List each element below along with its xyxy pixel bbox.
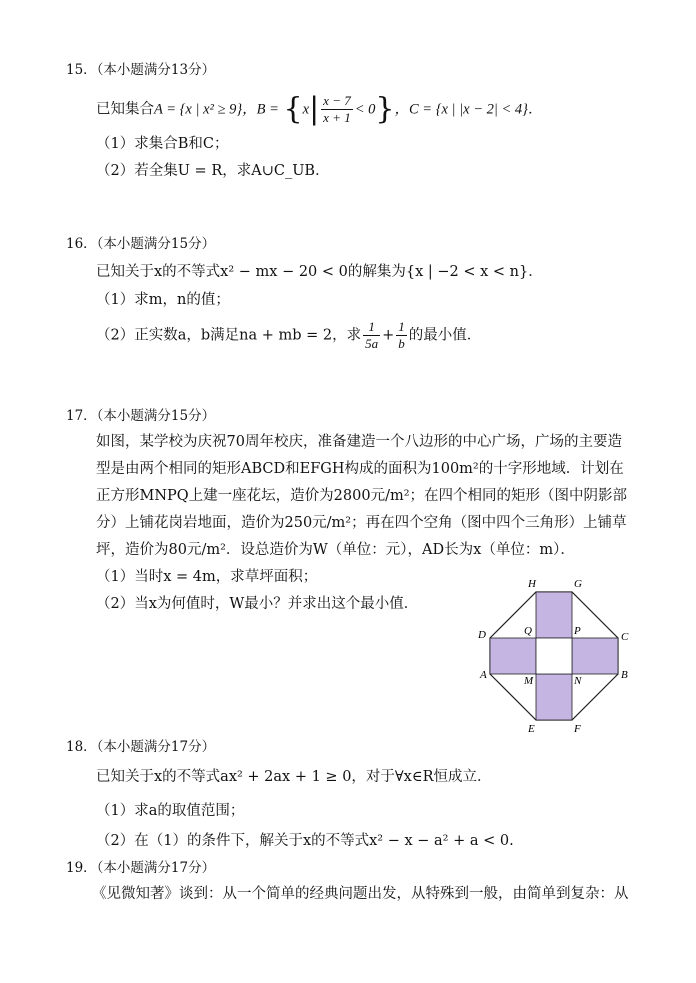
q18-stem: 已知关于x的不等式ax² + 2ax + 1 ≥ 0，对于∀x∈R恒成立． (96, 769, 492, 785)
q15-part-1: （1）求集合B和C； (96, 136, 229, 152)
q19-line-1: 《见微知著》谈到：从一个简单的经典问题出发，从特殊到一般，由简单到复杂：从 (92, 886, 629, 902)
shaded-rect-left (490, 638, 536, 674)
q17-line-4: 分）上铺花岗岩地面，造价为250元/m²；再在四个空角（图中四个三角形）上铺草 (96, 515, 627, 531)
q17-part-1: （1）当时x = 4m，求草坪面积； (96, 569, 318, 585)
q15-header: 15．（本小题满分13分） (66, 62, 216, 78)
q17-line-1: 如图，某学校为庆祝70周年校庆，准备建造一个八边形的中心广场，广场的主要造 (96, 434, 622, 450)
q16-plus: + (382, 327, 395, 344)
square-mnpq (536, 638, 572, 674)
q17-header: 17．（本小题满分15分） (66, 408, 216, 424)
q16-part-2-prefix: （2）正实数a，b满足na + mb = 2，求 (96, 327, 362, 344)
label-n: N (574, 675, 582, 687)
q15-set-b-rel: < 0 (354, 101, 376, 118)
q16-f1-den: 5a (365, 336, 379, 351)
label-c: C (621, 631, 629, 643)
label-m: M (524, 675, 534, 687)
q15-stem-prefix: 已知集合 (96, 101, 154, 118)
label-h: H (528, 578, 536, 590)
label-a: A (480, 669, 487, 681)
q15-stem (96, 93, 542, 126)
q15-set-c: ，C = {x | |x − 2| < 4}． (394, 101, 543, 118)
q16-f1-num: 1 (363, 319, 380, 336)
q15-brace-open: { (283, 91, 303, 127)
q15-set-b-var: x (302, 101, 310, 118)
q18-header: 18．（本小题满分17分） (66, 739, 216, 755)
label-g: G (574, 578, 582, 590)
q15-brace-close: } (375, 91, 395, 127)
q15-set-b-fraction (321, 93, 353, 126)
label-q: Q (524, 625, 532, 637)
q16-f2-den: b (398, 336, 405, 351)
label-d: D (478, 629, 486, 641)
label-b: B (621, 669, 628, 681)
q17-line-5: 坪，造价为80元/m²．设总造价为W（单位：元），AD长为x（单位：m）． (96, 542, 575, 558)
q16-fraction-2 (396, 319, 407, 352)
q15-bar: | (309, 91, 320, 127)
q16-header: 16．（本小题满分15分） (66, 236, 216, 252)
q18-part-1: （1）求a的取值范围； (96, 803, 245, 819)
q15-set-b-num: x − 7 (323, 93, 351, 108)
label-e: E (528, 723, 535, 735)
label-p: P (574, 625, 581, 637)
shaded-rect-top (536, 592, 572, 638)
q15-set-b-den: x + 1 (323, 110, 351, 125)
q16-part-2 (96, 319, 481, 352)
q17-line-3: 正方形MNPQ上建一座花坛，造价为2800元/m²；在四个相同的矩形（图中阴影部 (96, 488, 628, 504)
q17-part-2: （2）当x为何值时，W最小？并求出这个最小值． (96, 596, 419, 612)
q19-header: 19．（本小题满分17分） (66, 860, 216, 876)
q15-set-a: A = {x | x² ≥ 9} (154, 101, 243, 118)
shaded-rect-right (572, 638, 618, 674)
q16-f2-num: 1 (398, 319, 405, 334)
q16-part-1: （1）求m，n的值； (96, 292, 230, 308)
shaded-rect-bottom (536, 674, 572, 720)
q18-part-2: （2）在（1）的条件下，解关于x的不等式x² − x − a² + a < 0. (96, 833, 514, 849)
q16-fraction-1 (363, 319, 380, 352)
label-f: F (574, 723, 581, 735)
q17-octagon-diagram (472, 574, 636, 738)
q15-set-b-prefix: ，B = (242, 101, 279, 118)
q16-stem: 已知关于x的不等式x² − mx − 20 < 0的解集为{x | −2 < x < n}． (96, 264, 543, 280)
q15-part-2: （2）若全集U = R，求A∪C_UB． (96, 163, 330, 179)
q17-line-2: 型是由两个相同的矩形ABCD和EFGH构成的面积为100m²的十字形地域．计划在 (96, 461, 624, 477)
q16-part-2-suffix: 的最小值． (408, 327, 482, 344)
